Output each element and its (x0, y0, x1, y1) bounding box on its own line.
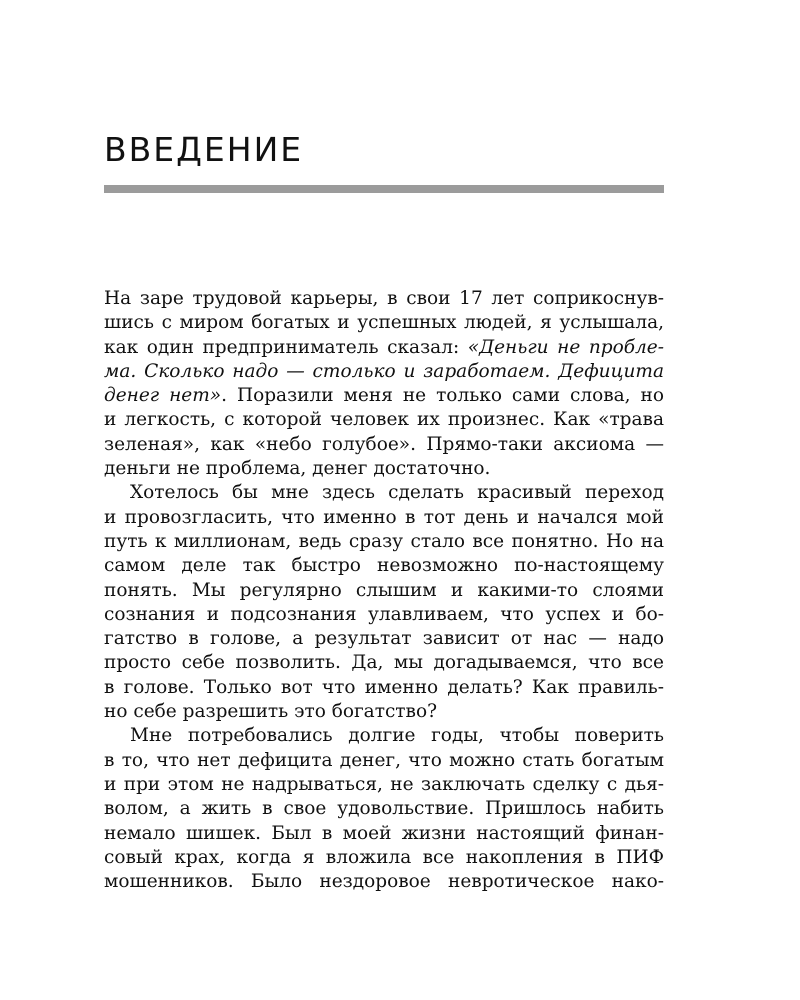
text-line (104, 822, 664, 846)
text-segment: в то, что нет дефицита денег, что можно стать богатым (104, 749, 664, 771)
text-line (104, 700, 664, 724)
text-segment: самом деле так быстро невозможно по-настоящему (104, 555, 664, 577)
text-line (104, 336, 664, 360)
text-segment: зеленая», как «небо голубое». Прямо-таки аксиома — (104, 433, 664, 455)
text-line (104, 530, 664, 554)
text-segment: в голове. Только вот что именно делать? Как правиль- (104, 676, 664, 698)
text-segment: На заре трудовой карьеры, в свои 17 лет соприкоснув- (104, 288, 664, 309)
text-segment: совый крах, когда я вложила все накопления в ПИФ (104, 846, 664, 868)
text-line (104, 311, 664, 335)
text-line (104, 384, 664, 408)
text-line (104, 457, 664, 481)
text-segment: сознания и подсознания улавливаем, что успех и бо- (104, 603, 664, 625)
text-line (104, 797, 664, 821)
text-segment: шись с миром богатых и успешных людей, я услышала, (104, 312, 664, 334)
text-segment: . Поразили меня не только сами слова, но (221, 385, 664, 407)
text-segment: путь к миллионам, ведь сразу стало все понятно. Но на (104, 530, 664, 552)
italic-quote-text: «Деньги не пробле- (467, 336, 664, 358)
text-line (104, 287, 664, 311)
text-line (104, 846, 664, 870)
text-line (104, 360, 664, 384)
text-segment: Мне потребовались долгие годы, чтобы поверить (130, 725, 664, 747)
text-line (104, 870, 664, 894)
text-line (104, 651, 664, 675)
text-line (104, 506, 664, 530)
text-line (104, 627, 664, 651)
body-text (104, 287, 664, 894)
text-line (104, 579, 664, 603)
text-segment: и при этом не надрываться, не заключать сделку с дья- (104, 773, 664, 795)
text-segment: и провозгласить, что именно в тот день и начался мой (104, 506, 664, 528)
chapter-title: ВВЕДЕНИЕ (104, 130, 304, 169)
text-line (104, 773, 664, 797)
text-line (104, 676, 664, 700)
text-line (104, 603, 664, 627)
title-underline-rule (104, 185, 664, 193)
text-segment: просто себе позволить. Да, мы догадываемся, что все (104, 652, 664, 674)
text-segment: деньги не проблема, денег достаточно. (104, 458, 491, 480)
text-segment: мошенников. Было нездоровое невротическое нако- (104, 871, 664, 893)
text-segment: Хотелось бы мне здесь сделать красивый переход (130, 482, 664, 504)
italic-quote-text: денег нет» (104, 385, 222, 407)
text-segment: и легкость, с которой человек их произнес. Как «трава (104, 409, 664, 431)
text-line (104, 554, 664, 578)
italic-quote-text: ма. Сколько надо — столько и заработаем. Дефицита (104, 360, 664, 382)
text-segment: но себе разрешить это богатство? (104, 701, 438, 723)
text-line (104, 724, 664, 748)
text-line (104, 749, 664, 773)
text-line (104, 433, 664, 457)
text-line (104, 481, 664, 505)
text-segment: немало шишек. Был в моей жизни настоящий финан- (104, 822, 664, 844)
text-segment: понять. Мы регулярно слышим и какими-то слоями (104, 579, 664, 601)
text-segment: как один предприниматель сказал: (104, 336, 468, 358)
text-segment: волом, а жить в свое удовольствие. Пришлось набить (104, 798, 664, 820)
text-line (104, 408, 664, 432)
text-segment: гатство в голове, а результат зависит от нас — надо (104, 628, 664, 650)
